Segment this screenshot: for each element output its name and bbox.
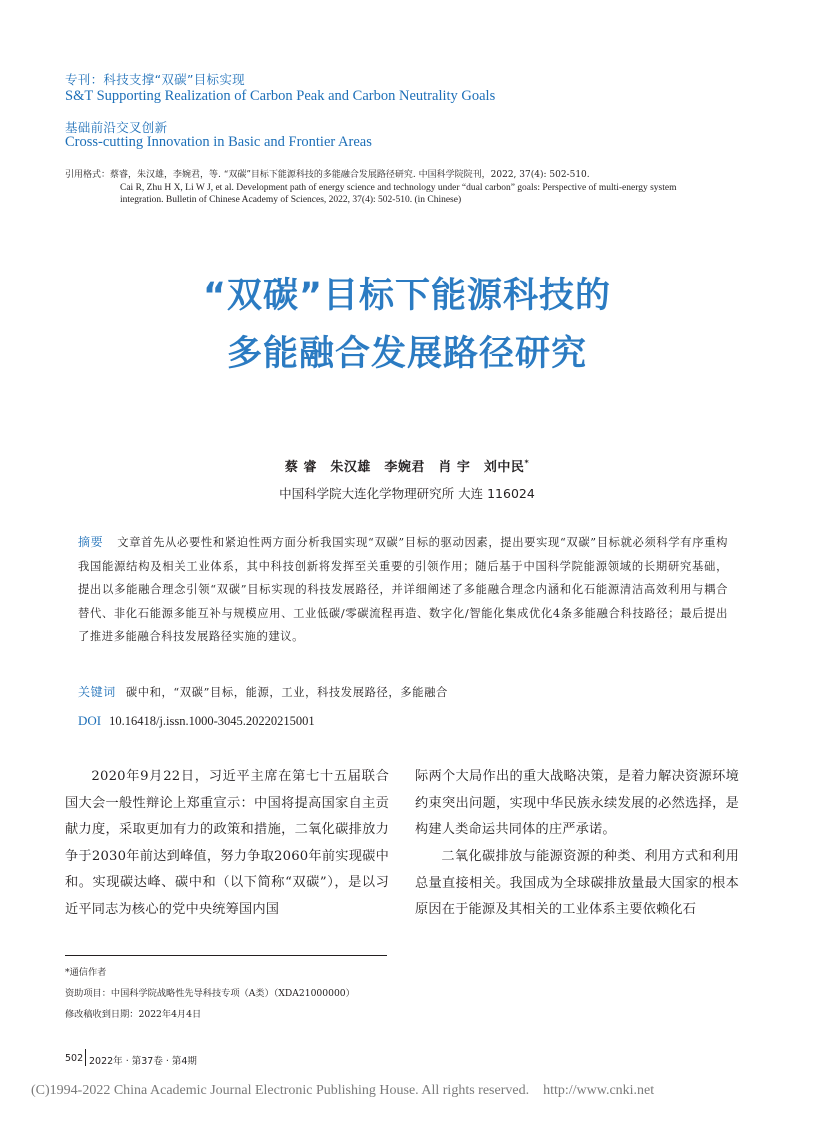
- citation-en-line2: integration. Bulletin of Chinese Academy of Sciences, 2022, 37(4): 502-510. (in Chinese): [120, 195, 462, 205]
- doi: [78, 713, 315, 729]
- page-number: 502: [65, 1053, 84, 1064]
- body-column-left-paragraph: 2020年9月22日，习近平主席在第七十五届联合国大会一般性辩论上郑重宣示：中国将提高国家自主贡献力度，采取更加有力的政策和措施，二氧化碳排放力争于2030年前达到峰值，努力争取2060年前实现碳中和。实现碳达峰、碳中和（以下简称“双碳”），是以习近平同志为核心的党中央统筹国内国: [65, 769, 389, 917]
- author-names: 蔡 睿 朱汉雄 李婉君 肖 宇 刘中民: [284, 460, 525, 475]
- corresponding-mark: *: [524, 458, 530, 468]
- page-footer-divider: [85, 1049, 86, 1066]
- abstract: [78, 531, 728, 649]
- doi-label: DOI: [78, 713, 102, 728]
- journal-column-en: S&T Supporting Realization of Carbon Peak and Carbon Neutrality Goals: [65, 88, 496, 104]
- body-column-right-paragraph2: 二氧化碳排放与能源资源的种类、利用方式和利用总量直接相关。我国成为全球碳排放量最大国家的根本原因在于能源及其相关的工业体系主要依赖化石: [415, 849, 739, 918]
- citation-cn: 引用格式：蔡睿，朱汉雄，李婉君，等. “双碳”目标下能源科技的多能融合发展路径研究. 中国科学院院刊，2022, 37(4): 502-510.: [65, 170, 590, 180]
- copyright-notice: (C)1994-2022 China Academic Journal Electronic Publishing House. All rights reserved. http://www.cnki.net: [31, 1083, 655, 1098]
- footnote-divider: [65, 955, 387, 956]
- footnote-funding: 资助项目：中国科学院战略性先导科技专项（A类）（XDA21000000）: [65, 988, 355, 999]
- section-cn: 基础前沿交叉创新: [65, 120, 168, 135]
- keywords-text: 碳中和，“双碳”目标，能源，工业，科技发展路径，多能融合: [125, 686, 448, 699]
- abstract-label: 摘要: [78, 535, 104, 549]
- affiliation: 中国科学院大连化学物理研究所 大连 116024: [279, 486, 535, 501]
- footnote-corresponding: *通信作者: [65, 967, 107, 978]
- citation-en-line1: Cai R, Zhu H X, Li W J, et al. Development path of energy science and technology under “dual carbon” goals: Perspective of multi-energy system: [120, 183, 677, 193]
- doi-link[interactable]: 10.16418/j.issn.1000-3045.20220215001: [109, 714, 315, 728]
- footnote-received: 修改稿收到日期：2022年4月4日: [65, 1009, 202, 1020]
- keywords: [78, 681, 728, 705]
- author-list: [0, 456, 814, 475]
- issue-info: 2022年 · 第37卷 · 第4期: [89, 1056, 197, 1067]
- keywords-label: 关键词: [78, 685, 116, 699]
- page-title-line1: “双碳”目标下能源科技的: [202, 276, 611, 316]
- body-column-right-paragraph1: 际两个大局作出的重大战略决策，是着力解决资源环境约束突出问题，实现中华民族永续发展的必然选择，是构建人类命运共同体的庄严承诺。: [415, 769, 739, 838]
- page-title-line2: 多能融合发展路径研究: [226, 334, 587, 374]
- abstract-text: 文章首先从必要性和紧迫性两方面分析我国实现“双碳”目标的驱动因素，提出要实现“双碳”目标就必须科学有序重构我国能源结构及相关工业体系，其中科技创新将发挥至关重要的引领作用；随后基于中国科学院能源领域的长期研究基础，提出以多能融合理念引领“双碳”目标实现的科技发展路径，并详细阐述了多能融合理念内涵和化石能源清洁高效利用与耦合替代、非化石能源多能互补与规模应用、工业低碳/零碳流程再造、数字化/智能化集成优化4条多能融合科技路径；最后提出了推进多能融合科技发展路径实施的建议。: [78, 536, 729, 643]
- journal-column-cn: 专刊：科技支撑“双碳”目标实现: [65, 72, 245, 87]
- section-en: Cross-cutting Innovation in Basic and Frontier Areas: [65, 134, 372, 150]
